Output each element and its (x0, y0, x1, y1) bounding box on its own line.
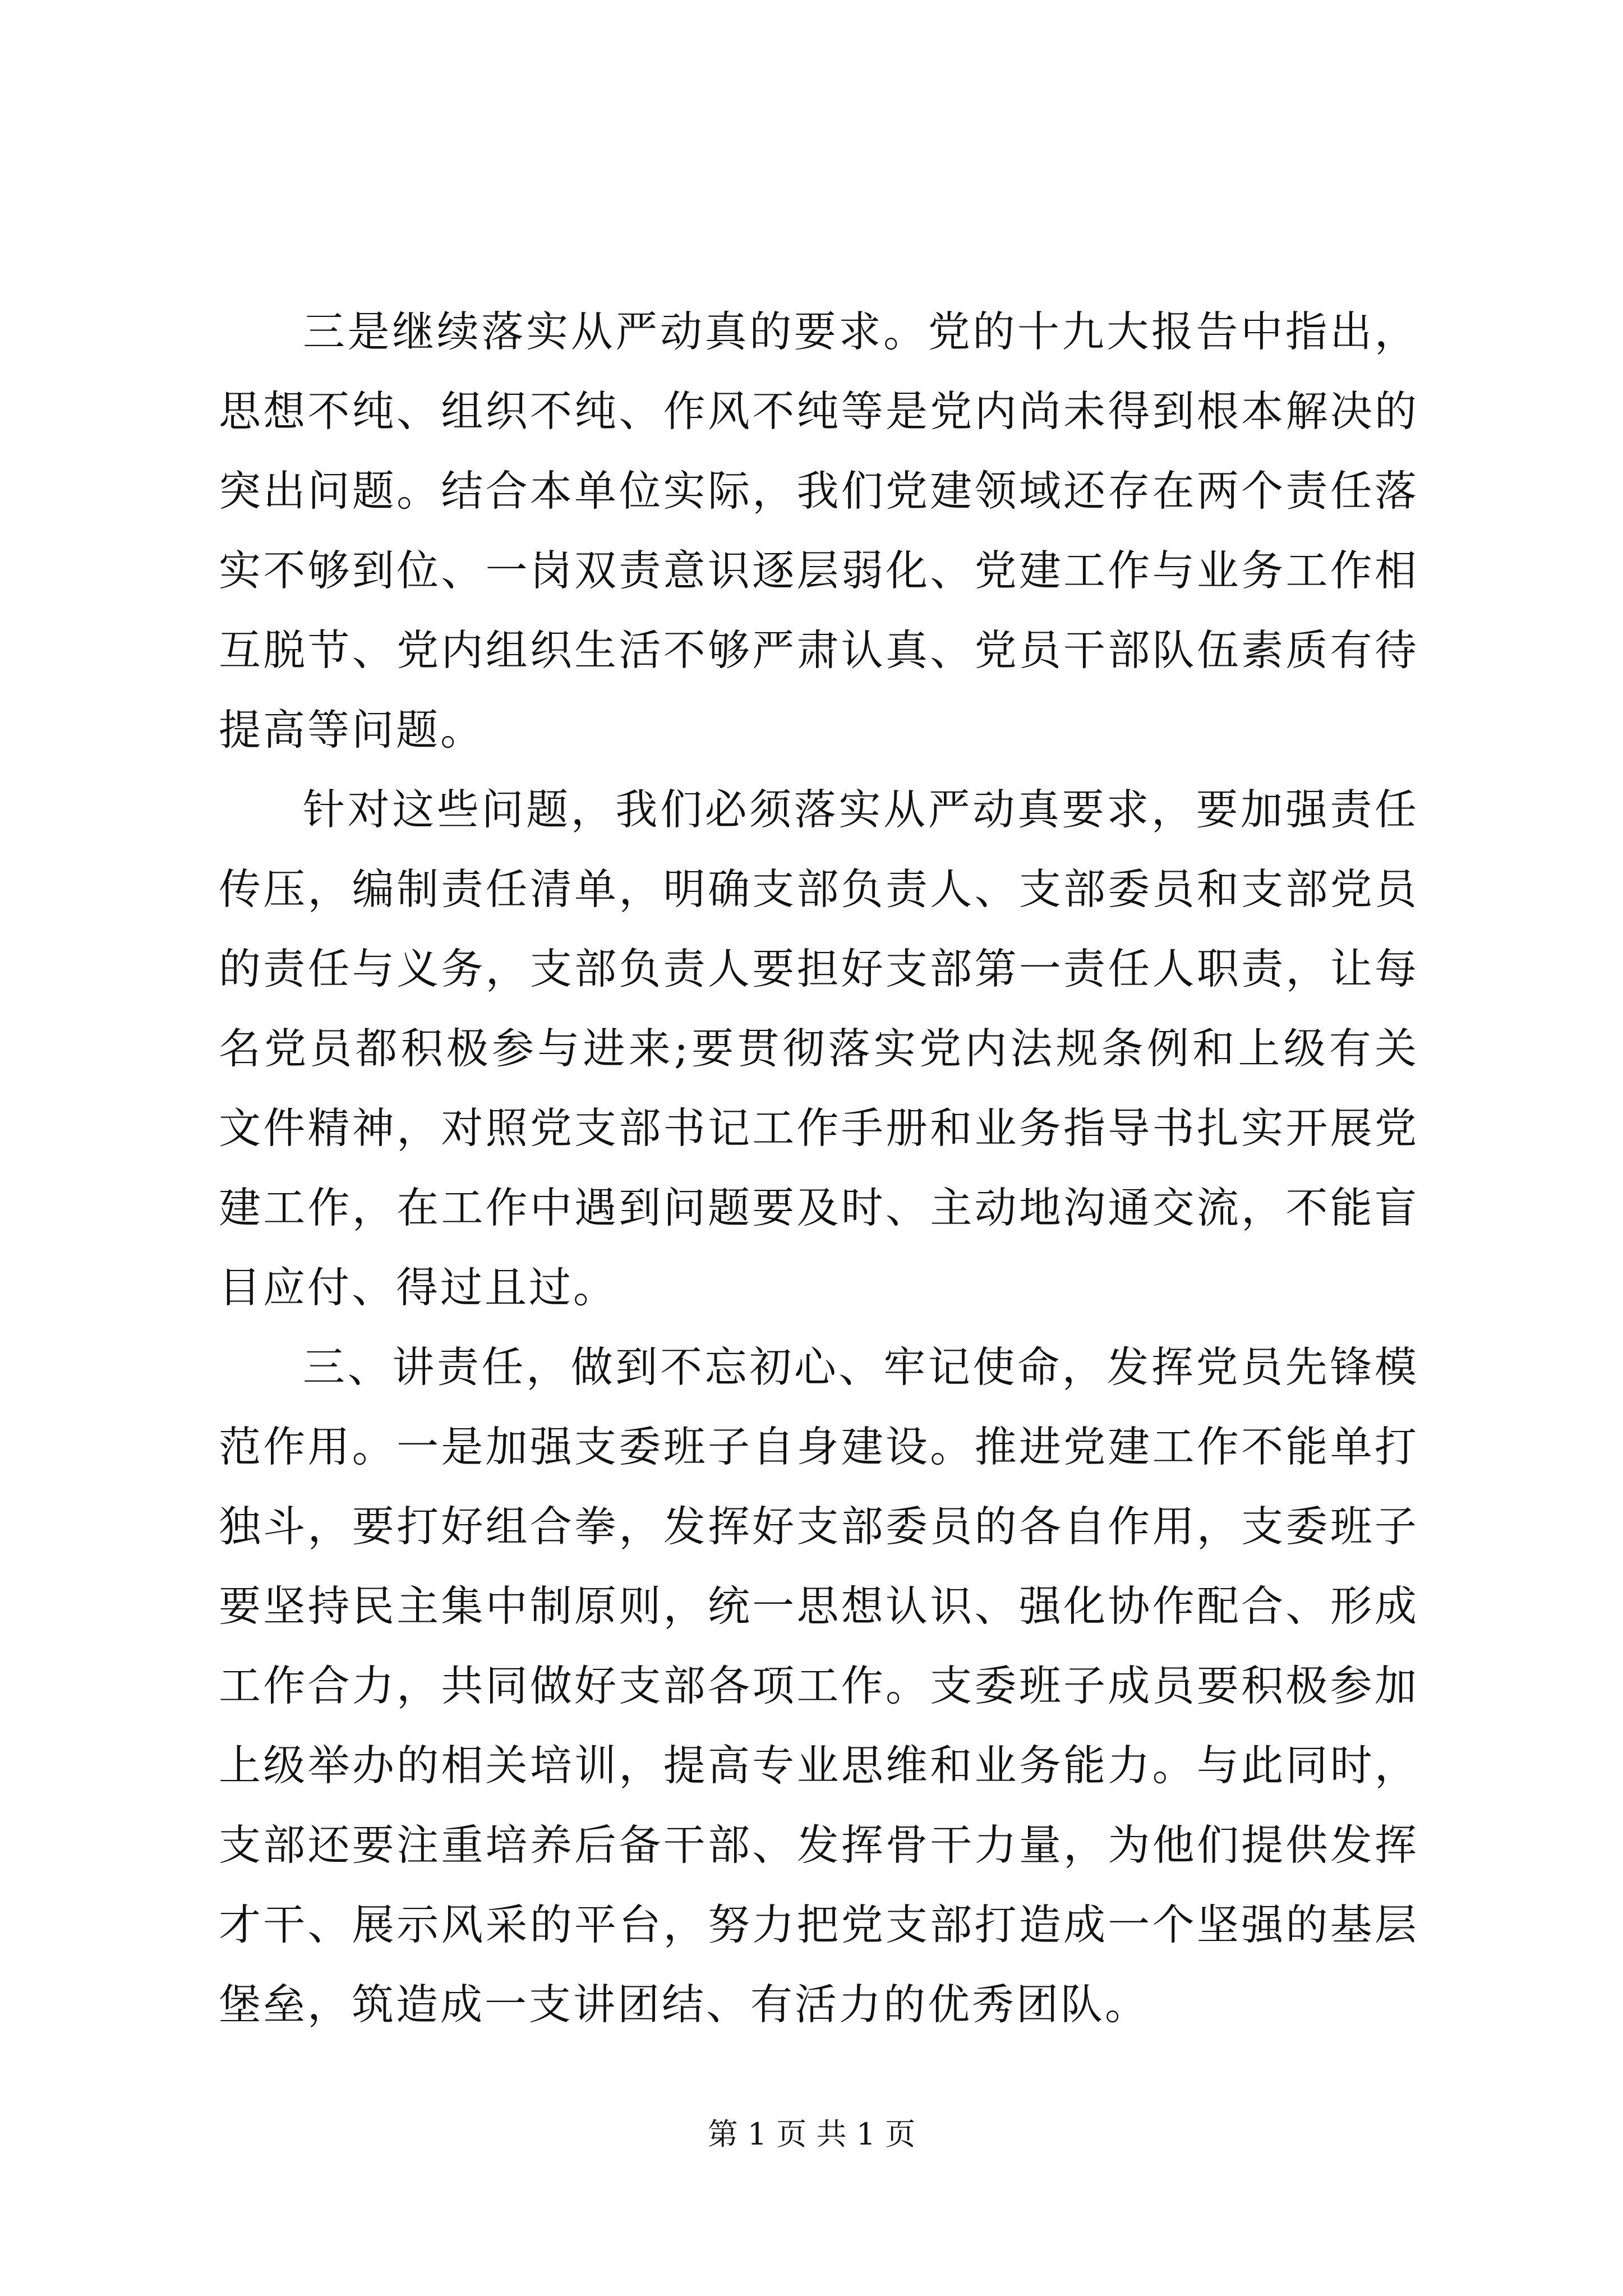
paragraph: 针对这些问题，我们必须落实从严动真要求，要加强责任传压，编制责任清单，明确支部负责人、支部委员和支部党员的责任与义务，支部负责人要担好支部第一责任人职责，让每名党员都积极参与进来;要贯彻落实党内法规条例和上级有关文件精神，对照党支部书记工作手册和业务指导书扎实开展党建工作，在工作中遇到问题要及时、主动地沟通交流，不能盲目应付、得过且过。 (219, 785, 1419, 1312)
document-body (219, 292, 1419, 2044)
page-footer: 第 1 页 共 1 页 (707, 2116, 916, 2152)
paragraph: 三、讲责任，做到不忘初心、牢记使命，发挥党员先锋模范作用。一是加强支委班子自身建设。推进党建工作不能单打独斗，要打好组合拳，发挥好支部委员的各自作用，支委班子要坚持民主集中制原则，统一思想认识、强化协作配合、形成工作合力，共同做好支部各项工作。支委班子成员要积极参加上级举办的相关培训，提高专业思维和业务能力。与此同时，支部还要注重培养后备干部、发挥骨干力量，为他们提供发挥才干、展示风采的平台，努力把党支部打造成一个坚强的基层堡垒，筑造成一支讲团结、有活力的优秀团队。 (219, 1342, 1419, 2029)
paragraph: 三是继续落实从严动真的要求。党的十九大报告中指出，思想不纯、组织不纯、作风不纯等是党内尚未得到根本解决的突出问题。结合本单位实际，我们党建领域还存在两个责任落实不够到位、一岗双责意识逐层弱化、党建工作与业务工作相互脱节、党内组织生活不够严肃认真、党员干部队伍素质有待提高等问题。 (219, 307, 1419, 754)
